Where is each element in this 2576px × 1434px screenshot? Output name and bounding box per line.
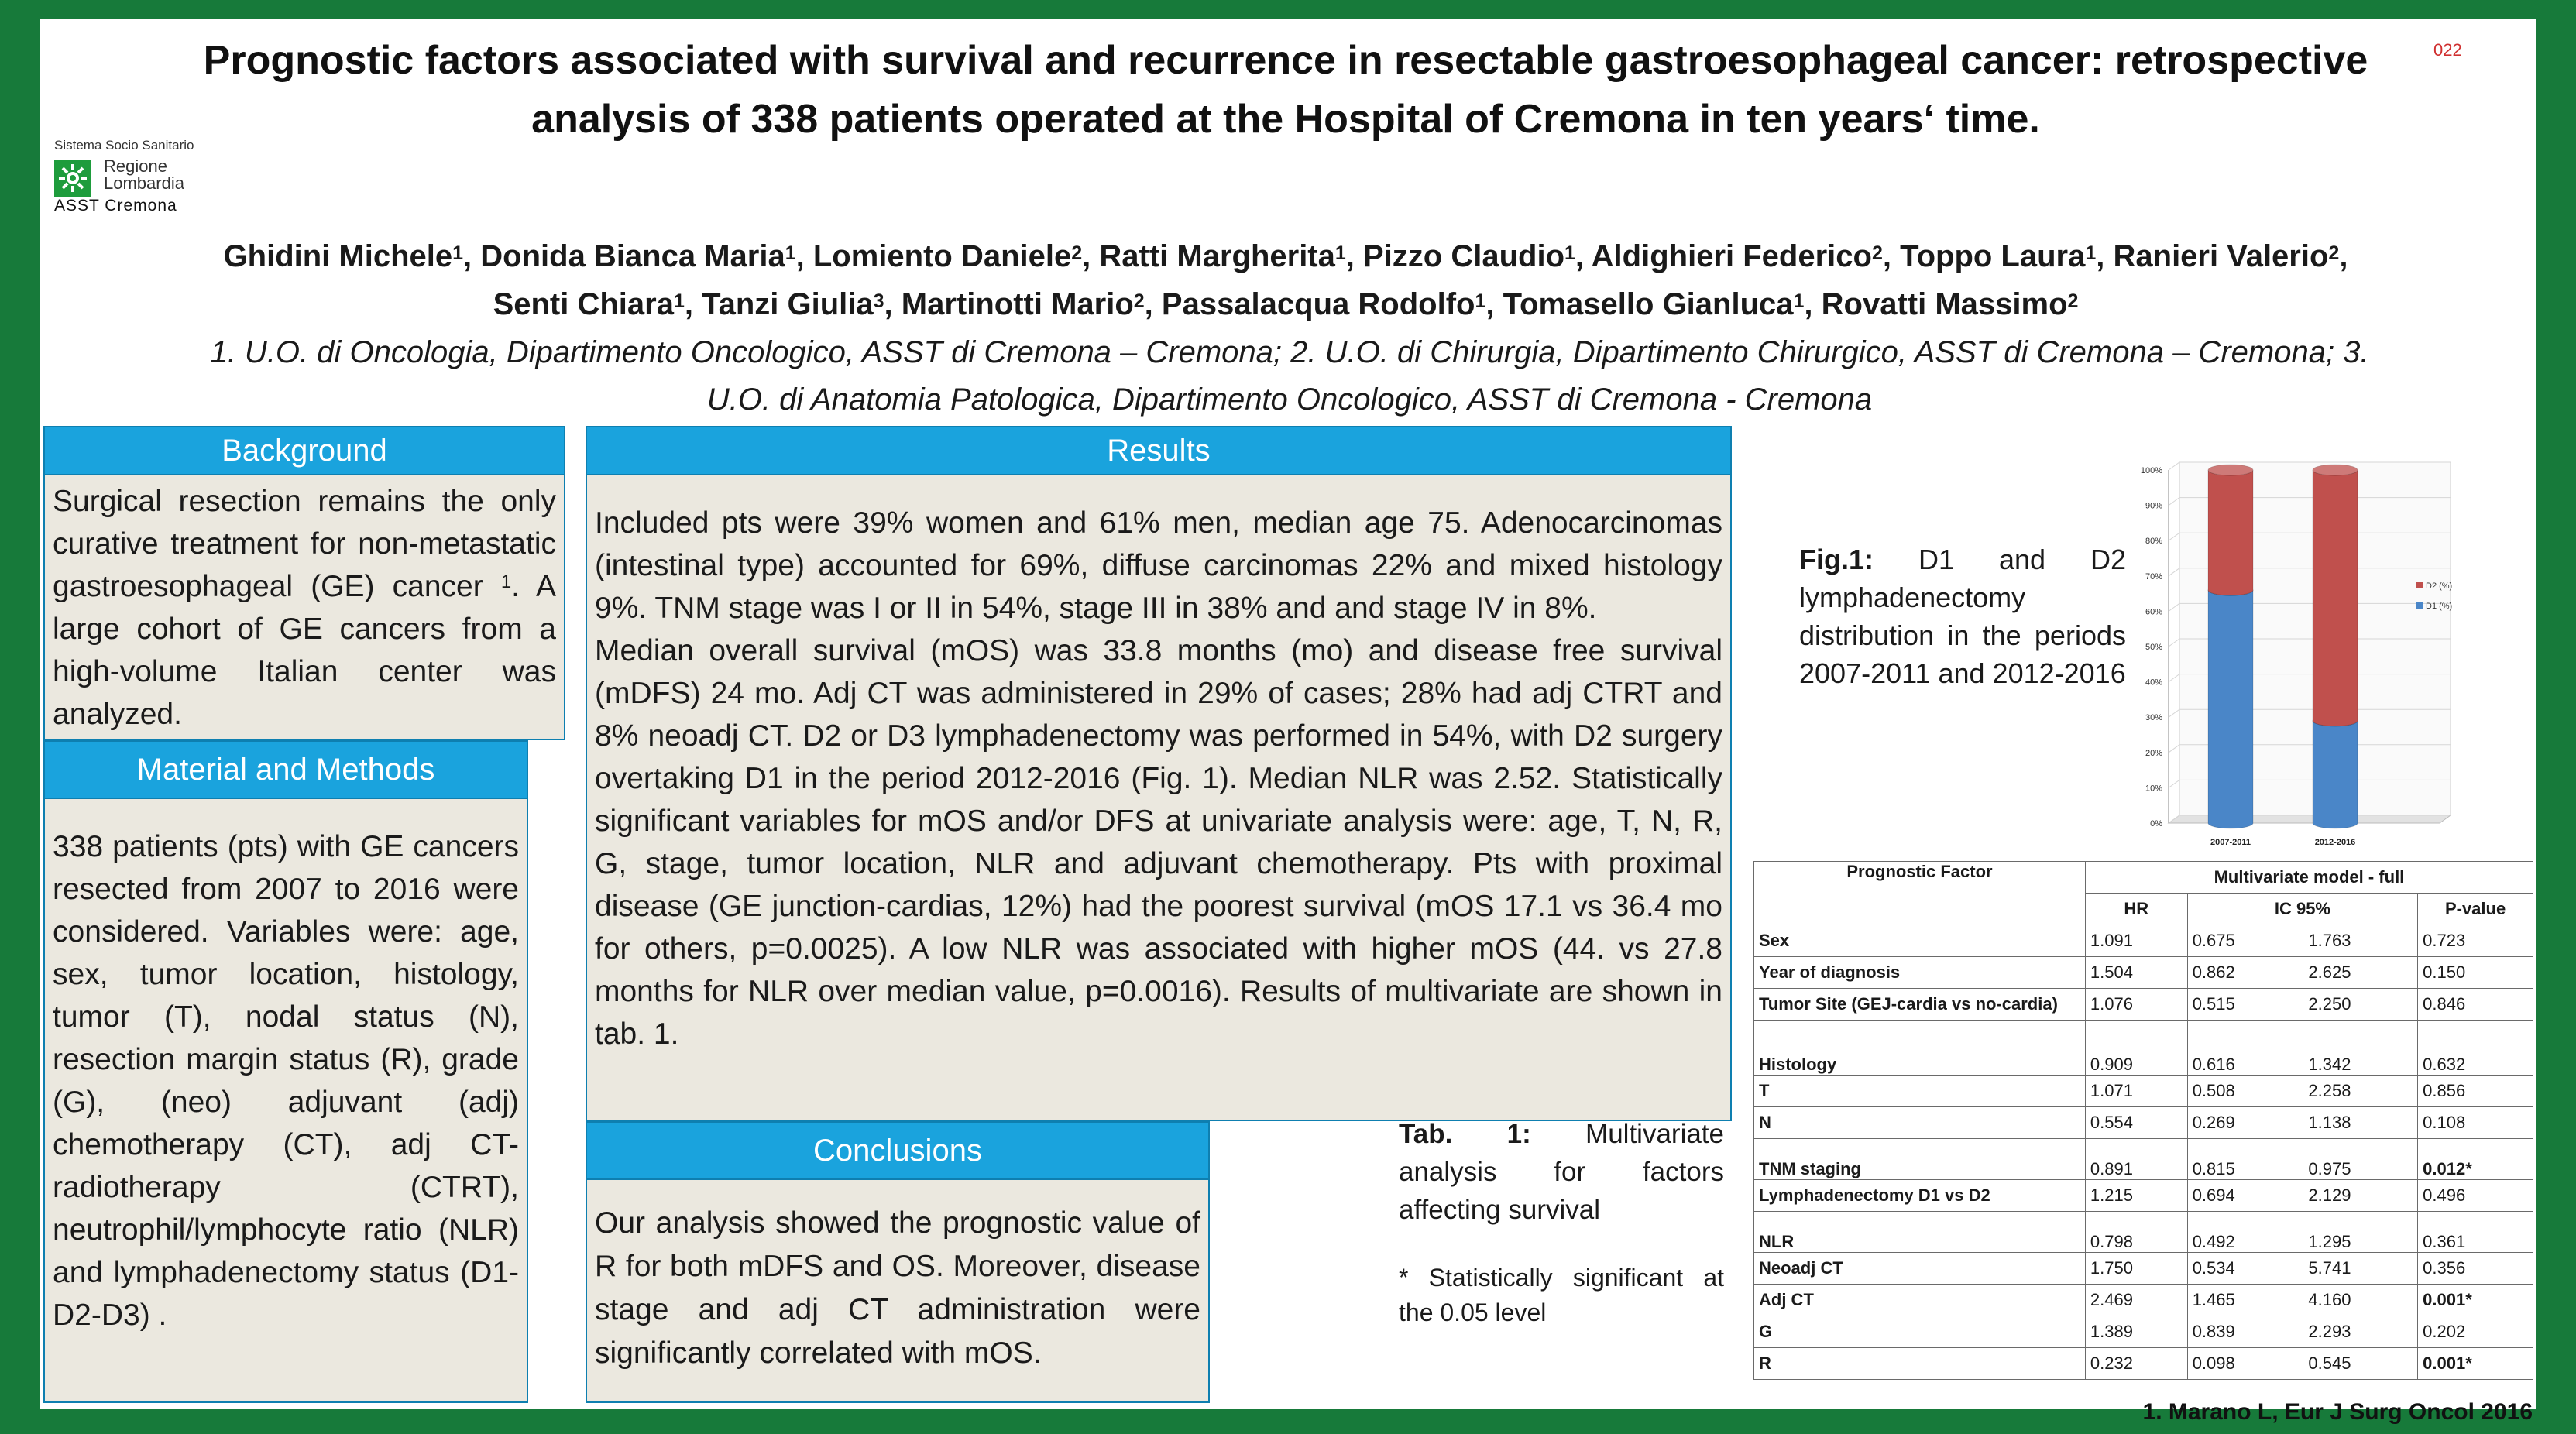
- results-body: [586, 475, 1732, 1121]
- chart-y-tick-label: 40%: [2145, 678, 2162, 688]
- table-row: [1754, 1076, 2533, 1107]
- author-name: Ranieri Valerio: [2113, 239, 2329, 273]
- row-p: 0.356: [2418, 1253, 2533, 1285]
- table-row: [1754, 1253, 2533, 1285]
- row-p: 0.012*: [2418, 1139, 2533, 1180]
- chart-y-tick-label: 10%: [2145, 784, 2162, 794]
- row-hi: 0.975: [2303, 1139, 2418, 1180]
- background-text-b: . A large cohort of GE cancers from a high-volume Italian center was analyzed.: [53, 570, 556, 731]
- author-name: Tanzi Giulia: [702, 287, 874, 321]
- regione-lombardia-logo: [48, 138, 257, 215]
- author-name: Tomasello Gianluca: [1503, 287, 1794, 321]
- row-hi: 1.138: [2303, 1107, 2418, 1139]
- author-affiliation-index: 1: [785, 242, 796, 264]
- chart-legend-swatch: [2416, 582, 2423, 588]
- author-affiliation-index: 2: [1133, 290, 1145, 312]
- author-name: Lomiento Daniele: [812, 239, 1072, 273]
- page-number: 022: [2433, 40, 2462, 60]
- logo-asst-text: ASST Cremona: [54, 197, 177, 214]
- row-p: 0.846: [2418, 989, 2533, 1021]
- logo-region-line1: Regione: [104, 156, 167, 176]
- poster-title: Prognostic factors associated with survival and recurrence in resectable gastroesophageal cancer: retrospective analysis of 338 patients operated at the Hospital of Cremona in ten years‘ time.: [203, 38, 2368, 142]
- figure-caption-text: D1 and D2 lymphadenectomy distribution in the periods 2007-2011 and 2012-2016: [1799, 544, 2126, 689]
- figure-caption-label: Fig.1:: [1799, 544, 1874, 575]
- author-name: Ratti Margherita: [1099, 239, 1335, 273]
- table-row: [1754, 1348, 2533, 1380]
- chart-y-tick-label: 30%: [2145, 713, 2162, 723]
- methods-body: [43, 799, 528, 1403]
- author-affiliation-index: 1: [1475, 290, 1486, 312]
- row-lo: 0.534: [2187, 1253, 2303, 1285]
- background-text-a: Surgical resection remains the only curative treatment for non-metastatic gastroesophageal (GE) cancer: [53, 485, 556, 603]
- row-hr: 1.389: [2085, 1316, 2187, 1348]
- row-hr: 1.091: [2085, 925, 2187, 957]
- chart-x-tick-label: 2012-2016: [2314, 838, 2356, 847]
- row-hr: 1.750: [2085, 1253, 2187, 1285]
- row-hi: 0.545: [2303, 1348, 2418, 1380]
- row-hr: 1.215: [2085, 1180, 2187, 1212]
- chart-y-tick-label: 20%: [2145, 748, 2162, 758]
- table-row: [1754, 1107, 2533, 1139]
- chart-bar-d1: [2313, 721, 2358, 828]
- chart-bar-cap: [2313, 465, 2358, 475]
- row-hi: 5.741: [2303, 1253, 2418, 1285]
- row-factor: Lymphadenectomy D1 vs D2: [1754, 1180, 2086, 1212]
- table-row: [1754, 1212, 2533, 1253]
- table-row: [1754, 1021, 2533, 1076]
- row-lo: 0.675: [2187, 925, 2303, 957]
- row-p: 0.001*: [2418, 1348, 2533, 1380]
- background-heading: Background: [43, 426, 565, 475]
- author-list: Ghidini Michele$^1$, Donida Bianca Maria$^1$, Lomiento Daniele$^2$, Ratti Margherita$^1$, Pizzo Claudio$^1$, Aldighieri Federico$^2$, Toppo Laura$^1$, Ranieri Valerio$^2$, Senti Chiara$^1$, Tanzi Giulia$^3$, Martinotti Mario$^2$, Passalacqua Rodolfo$^1$, Tomasello Gianluca$^1$, Rovatti Massimo$^2$: [223, 239, 2348, 321]
- row-lo: 0.862: [2187, 957, 2303, 989]
- row-hr: 1.071: [2085, 1076, 2187, 1107]
- conclusions-body: [586, 1180, 1210, 1403]
- table-header-row-1: [1754, 862, 2533, 894]
- row-hi: 1.342: [2303, 1021, 2418, 1076]
- results-paragraph-2: Median overall survival (mOS) was 33.8 months (mo) and disease free survival (mDFS) 24 mo. Adj CT was administered in 29% of cases; 28% had adj CTRT and 8% neoadj CT. D2 or D3 lymphadenectomy was performed in 54%, with D2 surgery overtaking D1 in the period 2012-2016 (Fig. 1). Median NLR was 2.52. Statistically significant variables for mOS and/or DFS at univariate analysis were: age, T, N, R, G, stage, tumor location, NLR and adjuvant chemotherapy. Pts with proximal disease (GE junction-cardias, 12%) had the poorest survival (mOS 17.1 vs 36.4 mo for others, p=0.0025). A low NLR was associated with higher mOS (44. vs 27.8 months for NLR over median value, p=0.0016). Results of multivariate are shown in tab. 1.: [595, 634, 1722, 1051]
- background-citation: 1: [500, 571, 512, 592]
- author-affiliation-index: 2: [2067, 290, 2079, 312]
- row-hi: 2.129: [2303, 1180, 2418, 1212]
- author-name: Senti Chiara: [493, 287, 674, 321]
- table-note: * Statistically significant at the 0.05 level: [1399, 1264, 1724, 1326]
- author-affiliation-index: 3: [873, 290, 884, 312]
- table-caption: [1399, 1115, 1724, 1229]
- chart-y-tick-label: 80%: [2145, 537, 2162, 547]
- methods-heading: Material and Methods: [43, 740, 528, 799]
- table-row: [1754, 957, 2533, 989]
- author-affiliation-index: 1: [1334, 242, 1346, 264]
- chart-y-tick-label: 90%: [2145, 501, 2162, 511]
- row-p: 0.202: [2418, 1316, 2533, 1348]
- header-ic95: IC 95%: [2187, 894, 2417, 925]
- row-p: 0.496: [2418, 1180, 2533, 1212]
- row-lo: 0.508: [2187, 1076, 2303, 1107]
- chart-bar-d1: [2208, 590, 2253, 828]
- row-hi: 2.250: [2303, 989, 2418, 1021]
- row-factor: T: [1754, 1076, 2086, 1107]
- row-p: 0.108: [2418, 1107, 2533, 1139]
- reference: 1. Marano L, Eur J Surg Oncol 2016: [2142, 1399, 2533, 1425]
- author-affiliation-index: 2: [1871, 242, 1883, 264]
- row-lo: 0.839: [2187, 1316, 2303, 1348]
- chart-svg: [2114, 441, 2486, 859]
- row-lo: 0.616: [2187, 1021, 2303, 1076]
- row-hr: 0.891: [2085, 1139, 2187, 1180]
- author-name: Pizzo Claudio: [1363, 239, 1565, 273]
- author-name: Martinotti Mario: [901, 287, 1134, 321]
- chart-y-tick-label: 70%: [2145, 571, 2162, 581]
- table-row: [1754, 1316, 2533, 1348]
- row-lo: 1.465: [2187, 1285, 2303, 1316]
- author-name: Toppo Laura: [1900, 239, 2086, 273]
- chart-x-tick-label: 2007-2011: [2210, 838, 2251, 847]
- author-name: Rovatti Massimo: [1821, 287, 2068, 321]
- row-hr: 1.076: [2085, 989, 2187, 1021]
- author-affiliation-index: 1: [2085, 242, 2097, 264]
- author-affiliation-index: 1: [452, 242, 464, 264]
- header-prognostic-factor: Prognostic Factor: [1754, 862, 2086, 925]
- chart-bar-d2: [2313, 470, 2358, 726]
- logo-region-line2: Lombardia: [104, 173, 184, 193]
- row-factor: Neoadj CT: [1754, 1253, 2086, 1285]
- author-affiliation-index: 1: [673, 290, 685, 312]
- author-affiliation-index: 1: [1793, 290, 1805, 312]
- row-factor: TNM staging: [1754, 1139, 2086, 1180]
- chart-y-tick-label: 60%: [2145, 607, 2162, 617]
- table-row: [1754, 989, 2533, 1021]
- row-p: 0.856: [2418, 1076, 2533, 1107]
- table-caption-label: Tab. 1:: [1399, 1119, 1531, 1149]
- table-row: [1754, 1180, 2533, 1212]
- header-multivariate-model: Multivariate model - full: [2085, 862, 2533, 894]
- row-lo: 0.515: [2187, 989, 2303, 1021]
- row-factor: R: [1754, 1348, 2086, 1380]
- chart-y-tick-label: 100%: [2140, 466, 2162, 475]
- table-caption-text: Multivariate analysis for factors affecting survival: [1399, 1119, 1724, 1225]
- author-affiliation-index: 1: [1564, 242, 1575, 264]
- chart-y-tick-label: 50%: [2145, 643, 2162, 652]
- row-lo: 0.815: [2187, 1139, 2303, 1180]
- table-row: [1754, 1285, 2533, 1316]
- row-lo: 0.492: [2187, 1212, 2303, 1253]
- row-p: 0.723: [2418, 925, 2533, 957]
- conclusions-heading: Conclusions: [586, 1121, 1210, 1180]
- multivariate-table: [1753, 861, 2533, 1380]
- lombardy-rose-icon: [54, 160, 91, 197]
- row-p: 0.632: [2418, 1021, 2533, 1076]
- chart-legend-label: D2 (%): [2426, 581, 2453, 591]
- row-hi: 2.293: [2303, 1316, 2418, 1348]
- row-lo: 0.694: [2187, 1180, 2303, 1212]
- chart-bar-d2: [2208, 470, 2253, 595]
- row-hi: 4.160: [2303, 1285, 2418, 1316]
- chart-legend-label: D1 (%): [2426, 602, 2453, 611]
- row-lo: 0.098: [2187, 1348, 2303, 1380]
- author-name: Aldighieri Federico: [1591, 239, 1872, 273]
- background-body: [43, 475, 565, 740]
- affiliations: 1. U.O. di Oncologia, Dipartimento Oncologico, ASST di Cremona – Cremona; 2. U.O. di Chirurgia, Dipartimento Chirurgico, ASST di Cremona – Cremona; 3. U.O. di Anatomia Patologica, Dipartimento Oncologico, ASST di Cremona - Cremona: [210, 335, 2369, 417]
- row-hi: 2.625: [2303, 957, 2418, 989]
- row-hi: 1.763: [2303, 925, 2418, 957]
- logo-org-text: Sistema Socio Sanitario: [54, 138, 194, 153]
- author-name: Donida Bianca Maria: [480, 239, 785, 273]
- row-hr: 0.798: [2085, 1212, 2187, 1253]
- row-hr: 1.504: [2085, 957, 2187, 989]
- author-name: Ghidini Michele: [223, 239, 453, 273]
- author-affiliation-index: 2: [1071, 242, 1083, 264]
- row-p: 0.150: [2418, 957, 2533, 989]
- results-paragraph-1: Included pts were 39% women and 61% men, median age 75. Adenocarcinomas (intestinal type) accounted for 69%, diffuse carcinomas 22% and mixed histology 9%. TNM stage was I or II in 54%, stage III in 38% and and stage IV in 8%.: [595, 506, 1722, 625]
- table-row: [1754, 925, 2533, 957]
- row-factor: Histology: [1754, 1021, 2086, 1076]
- chart-legend-swatch: [2416, 602, 2423, 609]
- header-hr: HR: [2085, 894, 2187, 925]
- row-factor: NLR: [1754, 1212, 2086, 1253]
- figure-caption: [1799, 540, 2126, 692]
- row-hi: 2.258: [2303, 1076, 2418, 1107]
- row-factor: N: [1754, 1107, 2086, 1139]
- row-factor: Tumor Site (GEJ-cardia vs no-cardia): [1754, 989, 2086, 1021]
- results-heading: Results: [586, 426, 1732, 475]
- row-factor: G: [1754, 1316, 2086, 1348]
- author-name: Passalacqua Rodolfo: [1161, 287, 1475, 321]
- row-hr: 0.909: [2085, 1021, 2187, 1076]
- row-hi: 1.295: [2303, 1212, 2418, 1253]
- methods-text: 338 patients (pts) with GE cancers resected from 2007 to 2016 were considered. Variables were: age, sex, tumor location, histology, tumor (T), nodal status (N), resection margin status (R), grade (G), (neo) adjuvant (adj) chemotherapy (CT), adj CT-radiotherapy (CTRT), neutrophil/lymphocyte ratio (NLR) and lymphadenectomy status (D1-D2-D3) .: [53, 830, 519, 1332]
- row-hr: 0.232: [2085, 1348, 2187, 1380]
- table-row: [1754, 1139, 2533, 1180]
- row-p: 0.361: [2418, 1212, 2533, 1253]
- row-factor: Year of diagnosis: [1754, 957, 2086, 989]
- row-lo: 0.269: [2187, 1107, 2303, 1139]
- row-hr: 2.469: [2085, 1285, 2187, 1316]
- chart-y-tick-label: 0%: [2150, 819, 2162, 828]
- conclusions-text: Our analysis showed the prognostic value of R for both mDFS and OS. Moreover, disease stage and adj CT administration were significantly correlated with mOS.: [595, 1206, 1200, 1370]
- row-p: 0.001*: [2418, 1285, 2533, 1316]
- header-p-value: P-value: [2418, 894, 2533, 925]
- lymphadenectomy-chart: [2114, 441, 2486, 859]
- row-hr: 0.554: [2085, 1107, 2187, 1139]
- row-factor: Adj CT: [1754, 1285, 2086, 1316]
- author-affiliation-index: 2: [2328, 242, 2340, 264]
- chart-bar-cap: [2208, 465, 2253, 475]
- row-factor: Sex: [1754, 925, 2086, 957]
